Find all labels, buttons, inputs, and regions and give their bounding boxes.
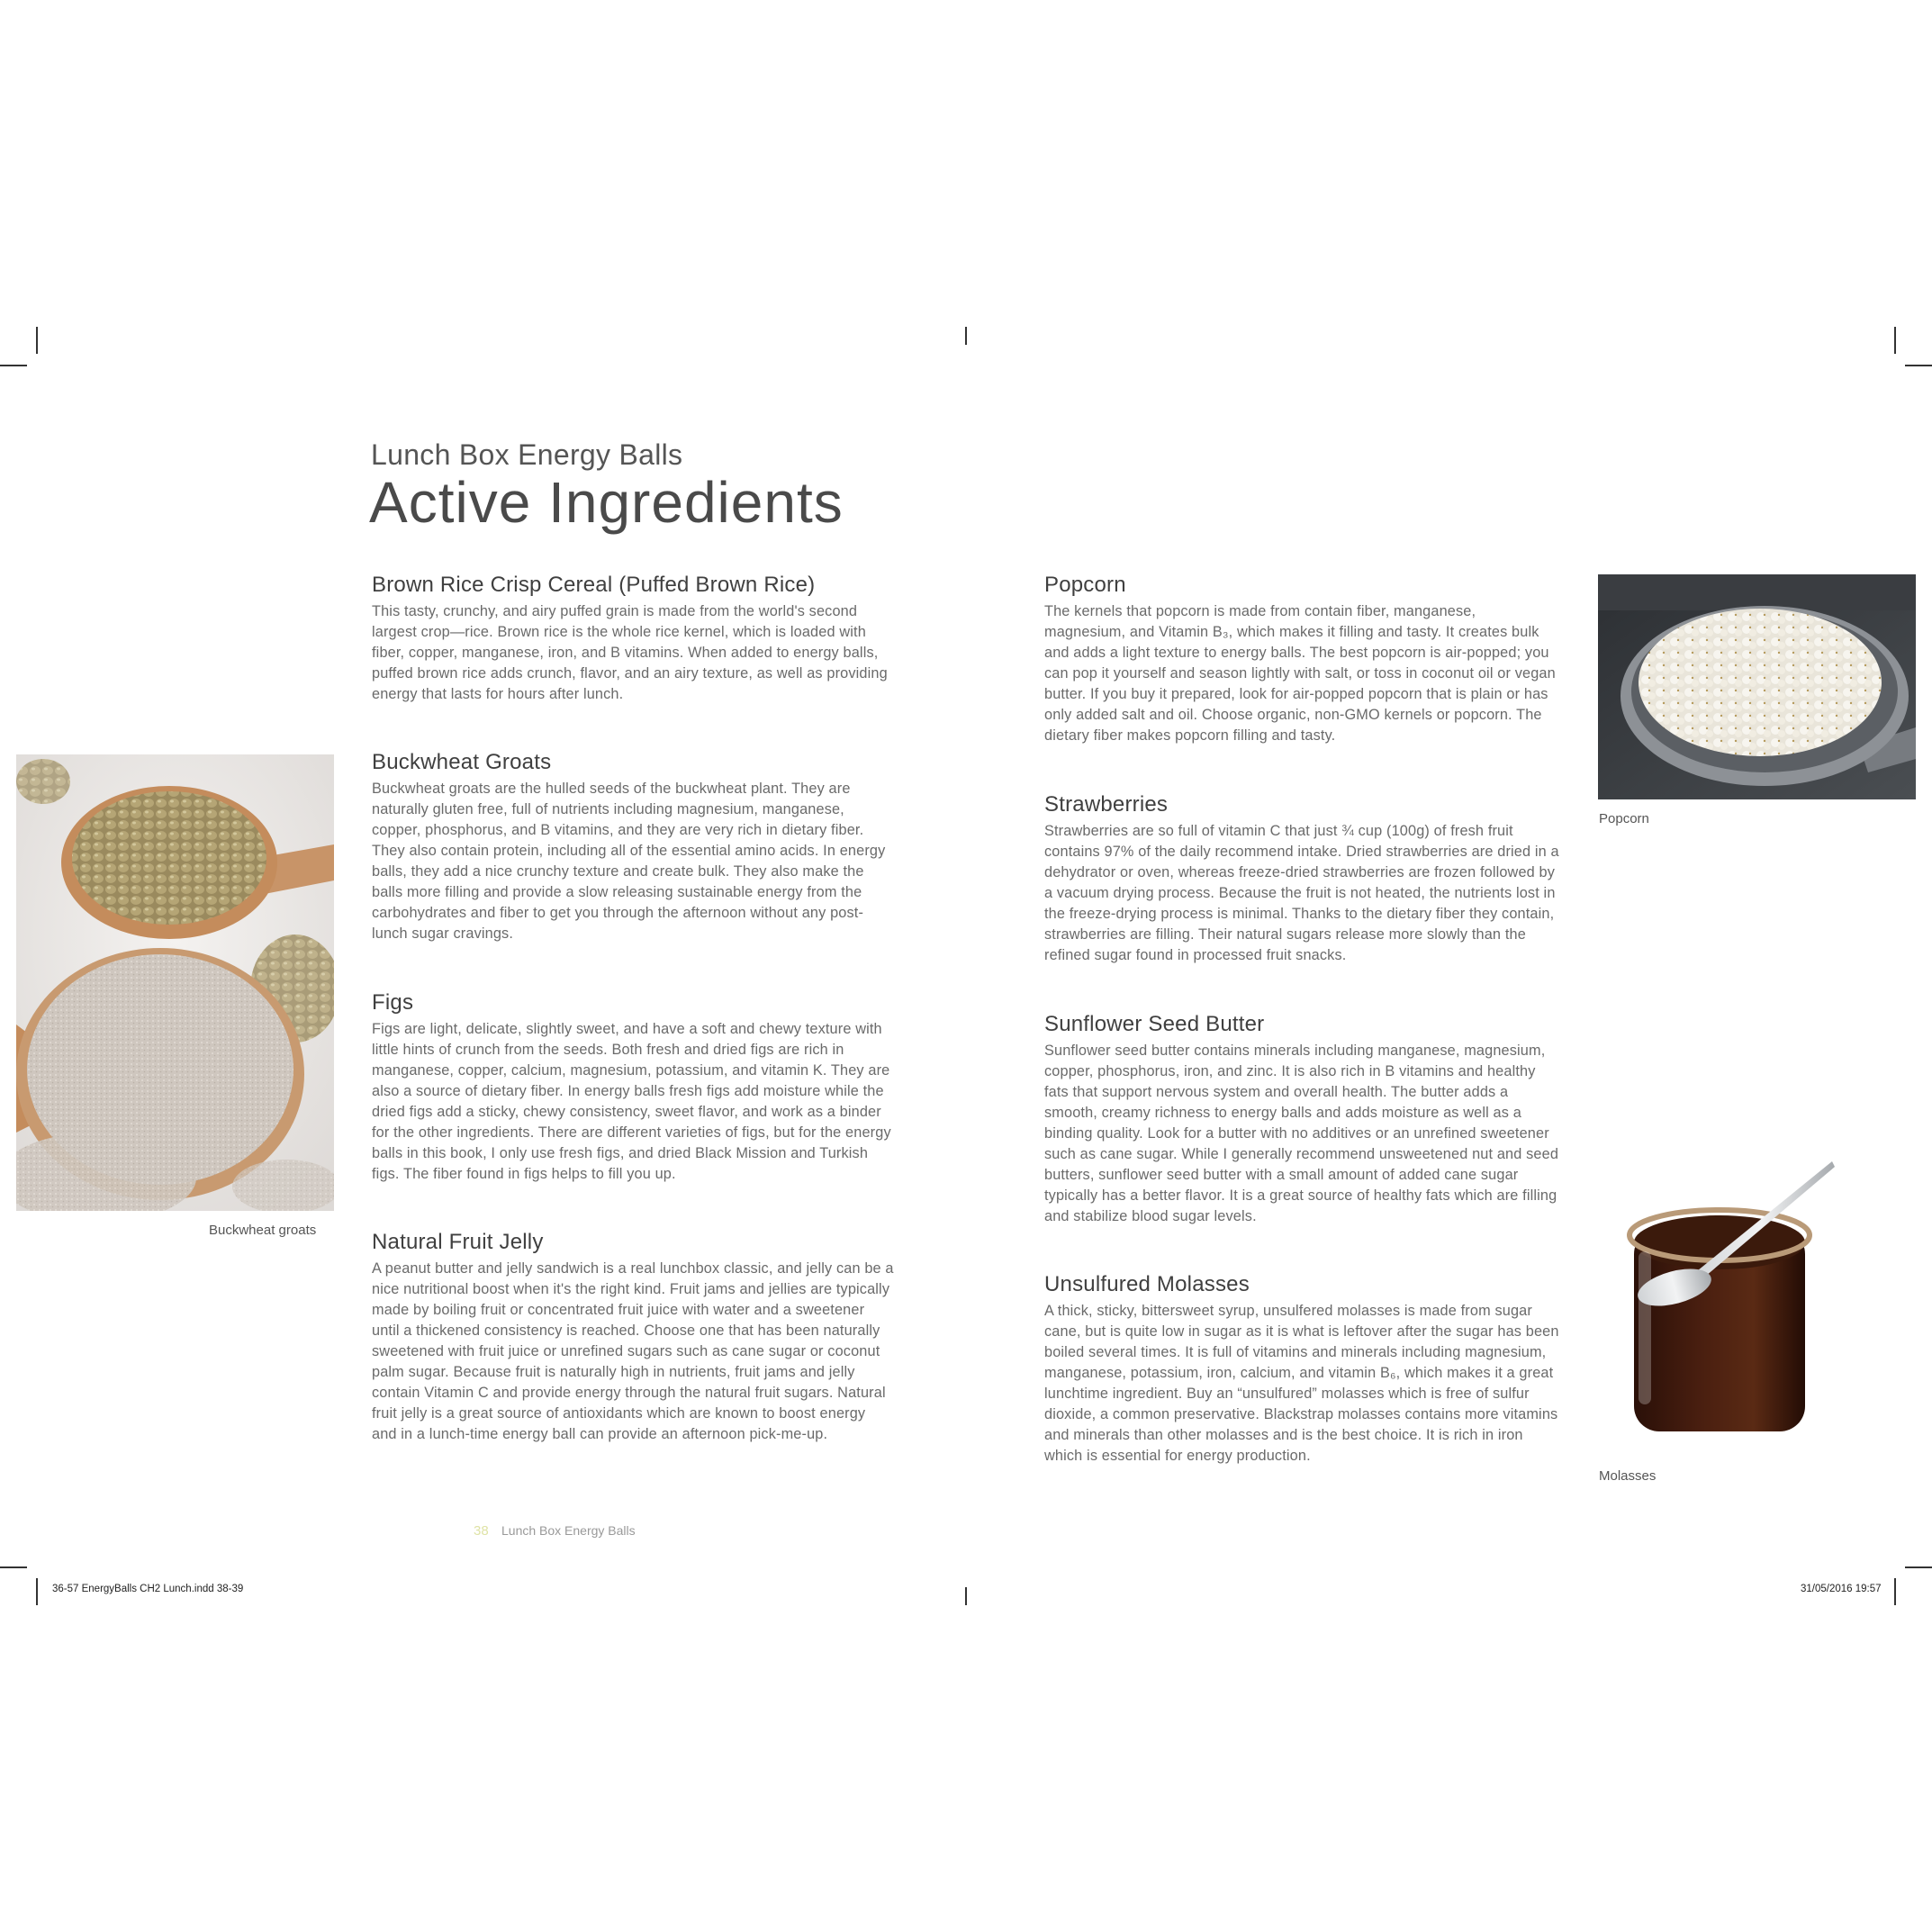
section-body: A peanut butter and jelly sandwich is a real lunchbox classic, and jelly can be a nice nutritional boost when it's the right kind. Fruit jams and jellies are typically made by boiling fruit or concentrated fruit juice with water and a sweetener until a thickened consistency is reached. Choose one that has been naturally sweetened with fruit juice or unrefined sugars such as cane sugar or coconut palm sugar. Because fruit is naturally high in nutrients, fruit jams and jelly contain Vitamin C and provide energy through the natural fruit sugars. Natural fruit jelly is a great source of antioxidants which are known to boost energy and in a lunch-time energy ball can provide an afternoon pick-me-up. (372, 1260, 894, 1442)
crop-mark (1905, 365, 1932, 366)
section-brown-rice (372, 573, 894, 705)
crop-mark (1905, 1566, 1932, 1568)
section-body: Sunflower seed butter contains minerals including manganese, magnesium, copper, phosphorus, iron, and zinc. It is also rich in B vitamins and healthy fats that support nervous system and overall health. The butter adds a smooth, creamy richness to energy balls and adds moisture as well as a binding quality. Look for a butter with no additives or an unrefined sweetener such as cane sugar. While I generally recommend unsweetened nut and seed butters, sunflower seed butter with a small amount of added cane sugar typically has a better flavor. It is a great source of healthy fats which are filling and stabilize blood sugar levels. (1044, 1043, 1559, 1224)
page-number: 38 (474, 1523, 489, 1539)
popcorn-caption: Popcorn (1599, 811, 1649, 826)
crop-mark (0, 365, 27, 366)
crop-mark (965, 327, 967, 345)
section-body: Buckwheat groats are the hulled seeds of the buckwheat plant. They are naturally gluten free, full of nutrients including magnesium, manganese, copper, phosphorus, and B vitamins, and they are very rich in dietary fiber. They also contain protein, including all of the essential amino acids. In energy balls, they add a nice crunchy texture and create bulk. They also make the balls more filling and provide a slow releasing sustainable energy from the carbohydrates and fiber to get you through the afternoon without any post-lunch sugar cravings. (372, 781, 886, 942)
section-sunflower-butter (1044, 1012, 1559, 1227)
running-title: Lunch Box Energy Balls (501, 1523, 636, 1538)
page-title: Active Ingredients (369, 470, 844, 535)
section-molasses (1044, 1272, 1559, 1467)
crop-mark (965, 1587, 967, 1605)
section-body: This tasty, crunchy, and airy puffed grain is made from the world's second largest crop—rice. Brown rice is the whole rice kernel, which is loaded with fiber, copper, manganese, iron, and B vitamins. When added to energy balls, puffed brown rice adds crunch, flavor, and an airy texture, as well as providing energy that lasts for hours after lunch. (372, 603, 888, 702)
section-figs (372, 990, 894, 1185)
section-heading: Natural Fruit Jelly (372, 1230, 544, 1254)
section-heading: Buckwheat Groats (372, 750, 552, 774)
section-body: A thick, sticky, bittersweet syrup, unsulfered molasses is made from sugar cane, but is quite low in sugar as it is what is leftover after the sugar has been boiled several times. It is full of vitamins and minerals including magnesium, manganese, potassium, iron, calcium, and vitamin B₆, which makes it a great lunchtime ingredient. Buy an “unsulfured” molasses which is free of sulfur dioxide, a common preservative. Blackstrap molasses contains more vitamins and minerals than other molasses and is the best choice. It is rich in iron which is essential for energy production. (1044, 1303, 1559, 1464)
slug-left: 36-57 EnergyBalls CH2 Lunch.indd 38-39 (52, 1584, 244, 1594)
section-buckwheat (372, 750, 894, 944)
section-body: Strawberries are so full of vitamin C that just ¾ cup (100g) of fresh fruit contains 97% of the daily recommend intake. Dried strawberries are dried in a dehydrator or oven, whereas freeze-dried strawberries are frozen followed by a vacuum drying process. Because the fruit is not heated, the nutrients lost in the freeze-drying process is minimal. Thanks to the dietary fiber they contain, strawberries are filling. Their natural sugars release more slowly than the refined sugar found in processed fruit snacks. (1044, 823, 1559, 963)
section-body: Figs are light, delicate, slightly sweet, and have a soft and chewy texture with little hints of crunch from the seeds. Both fresh and dried figs are rich in manganese, copper, calcium, magnesium, potassium, and vitamin K. They are also a source of dietary fiber. In energy balls fresh figs add moisture while the dried figs add a sticky, chewy consistency, sweet flavor, and work as a binder for the other ingredients. There are different varieties of figs, but for the energy balls in this book, I only use fresh figs, and dried Black Mission and Turkish figs. The fiber found in figs helps to fill you up. (372, 1021, 891, 1182)
section-popcorn (1044, 573, 1559, 746)
crop-mark (1894, 1578, 1896, 1605)
section-body: The kernels that popcorn is made from contain fiber, manganese, magnesium, and Vitamin B₃, which makes it filling and tasty. It creates bulk and adds a light texture to energy balls. The best popcorn is air-popped; you can pop it yourself and season lightly with salt, or toss in coconut oil or vegan butter. If you buy it prepared, look for air-popped popcorn that is plain or has only added salt and oil. Choose organic, non-GMO kernels or popcorn. The dietary fiber makes popcorn filling and tasty. (1044, 603, 1556, 744)
crop-mark (1894, 327, 1896, 354)
molasses-caption: Molasses (1599, 1468, 1657, 1484)
section-heading: Sunflower Seed Butter (1044, 1012, 1265, 1036)
section-heading: Popcorn (1044, 573, 1126, 597)
section-heading: Brown Rice Crisp Cereal (Puffed Brown Rice) (372, 573, 816, 597)
slug-right: 31/05/2016 19:57 (1801, 1584, 1882, 1594)
section-fruit-jelly (372, 1230, 894, 1445)
section-heading: Strawberries (1044, 792, 1169, 817)
popcorn-photo (1598, 574, 1916, 799)
crop-mark (36, 1578, 38, 1605)
crop-mark (0, 1566, 27, 1568)
buckwheat-photo (16, 754, 334, 1211)
buckwheat-caption: Buckwheat groats (209, 1223, 317, 1238)
molasses-photo (1602, 1152, 1837, 1449)
crop-mark (36, 327, 38, 354)
page-subtitle: Lunch Box Energy Balls (371, 438, 683, 471)
section-heading: Unsulfured Molasses (1044, 1272, 1250, 1296)
section-strawberries (1044, 792, 1559, 966)
section-heading: Figs (372, 990, 414, 1015)
